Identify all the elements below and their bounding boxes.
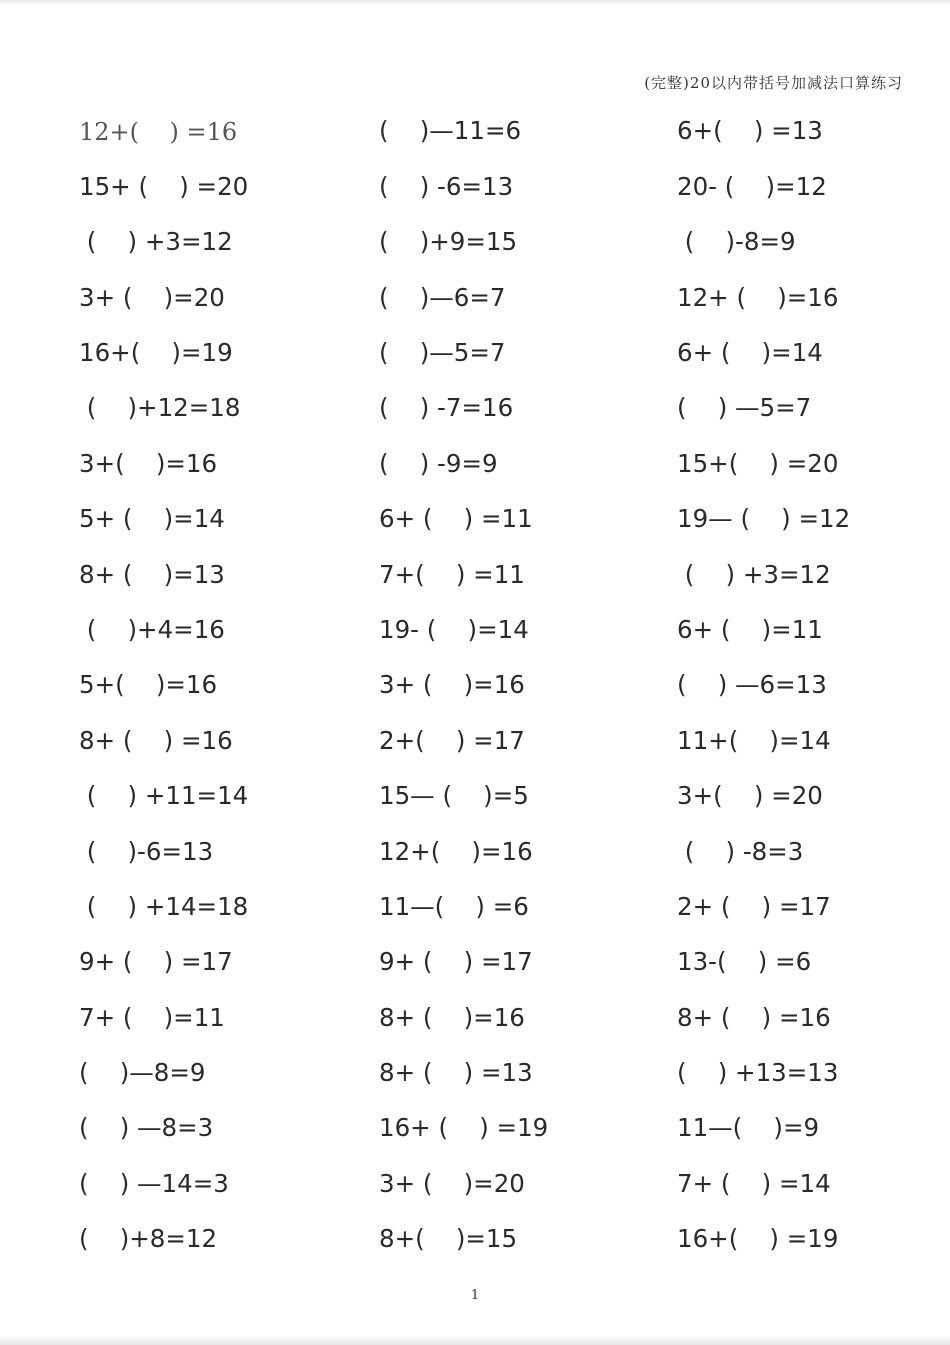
exercise-problem: ( ) —8=3 [79,1113,214,1143]
exercise-problem: 6+ ( )=11 [677,614,823,644]
exercise-row [79,326,919,381]
exercise-problem: ( ) -6=13 [379,171,514,201]
exercise-problem: 12+( ) =16 [79,117,238,146]
exercise-problem: ( ) —14=3 [79,1168,229,1198]
exercise-row [79,879,919,934]
exercise-row [79,1212,919,1267]
exercise-problem: 5+( )=16 [79,670,218,700]
exercise-problem: ( ) -8=3 [677,836,804,866]
exercise-row [79,1156,919,1211]
exercise-row [79,713,919,768]
exercise-problem: 7+ ( )=11 [79,1002,225,1032]
exercise-problem: 15— ( )=5 [379,781,529,811]
exercise-problem: ( ) +13=13 [677,1058,839,1088]
exercise-problem: 12+ ( )=16 [677,282,839,312]
exercise-problem: 6+ ( )=14 [677,338,823,367]
exercise-problem: ( ) —6=13 [677,670,827,700]
exercise-problem: ( )—11=6 [379,116,522,146]
exercise-problem: 3+ ( )=20 [79,282,225,312]
exercise-problem: ( )+12=18 [79,393,241,423]
exercise-row [79,547,919,602]
exercise-problem: 3+( ) =20 [677,781,823,811]
exercise-problem: ( )+4=16 [79,614,225,644]
exercise-problem: 5+ ( )=14 [79,504,225,534]
exercise-problem: 8+ ( ) =16 [79,725,233,755]
exercise-problem: 2+ ( ) =17 [677,891,831,921]
exercise-problem: 9+ ( ) =17 [79,947,233,977]
exercise-problem: ( ) +11=14 [79,781,249,811]
exercise-problem: 8+ ( ) =16 [677,1002,831,1032]
exercise-row [79,270,919,325]
exercise-problem: ( )-8=9 [677,227,796,257]
exercise-problem: 11—( ) =6 [379,891,529,921]
exercise-problem: 3+( )=16 [79,448,218,478]
exercise-problem: 16+( )=19 [79,338,233,367]
exercise-problem: 7+ ( ) =14 [677,1168,831,1198]
exercise-row [79,603,919,658]
exercise-row [79,824,919,879]
exercise-problem: 13-( ) =6 [677,947,812,977]
exercise-problem: 7+( ) =11 [379,559,525,589]
exercise-row [79,104,919,159]
exercise-problem: ( ) —5=7 [677,393,812,423]
exercise-problem: 16+ ( ) =19 [379,1113,549,1143]
exercise-row [79,935,919,990]
exercise-problem: 11—( )=9 [677,1113,820,1143]
exercise-problem: 19- ( )=14 [379,614,529,644]
exercise-problem: 2+( ) =17 [379,725,525,755]
exercise-problem: ( )+8=12 [79,1224,218,1254]
page-number: 1 [470,1288,480,1303]
exercise-row [79,658,919,713]
exercise-problem: 8+( )=15 [379,1224,518,1254]
exercise-row [79,769,919,824]
exercise-problem: 11+( )=14 [677,725,831,755]
exercise-row [79,1046,919,1101]
scan-bottom-edge [0,1335,950,1345]
exercise-problem: 20- ( )=12 [677,171,827,201]
exercise-problem: ( )-6=13 [79,836,214,866]
exercise-problem: 3+ ( )=20 [379,1168,525,1198]
exercise-problem: ( )—8=9 [79,1058,206,1088]
exercise-row [79,159,919,214]
scan-top-edge [0,0,950,6]
exercise-problem: 15+( ) =20 [677,448,839,478]
exercise-problem: 15+ ( ) =20 [79,171,249,201]
exercise-problem: ( )—5=7 [379,338,506,367]
exercise-row [79,436,919,491]
exercise-grid [79,104,919,1267]
exercise-problem: 6+ ( ) =11 [379,504,533,534]
exercise-problem: 12+( )=16 [379,836,533,866]
exercise-row [79,990,919,1045]
exercise-problem: 3+ ( )=16 [379,670,525,700]
exercise-problem: 19— ( ) =12 [677,504,851,534]
exercise-problem: 9+ ( ) =17 [379,947,533,977]
exercise-problem: 6+( ) =13 [677,116,823,146]
exercise-problem: ( ) +14=18 [79,891,249,921]
exercise-problem: 8+ ( )=16 [379,1002,525,1032]
exercise-row [79,381,919,436]
exercise-problem: 8+ ( ) =13 [379,1058,533,1088]
page-header-title: (完整)20以内带括号加减法口算练习 [644,74,903,92]
exercise-problem: ( ) -7=16 [379,393,514,423]
exercise-problem: ( )—6=7 [379,282,506,312]
exercise-problem: 8+ ( )=13 [79,559,225,589]
exercise-row [79,492,919,547]
exercise-problem: ( ) +3=12 [79,227,233,257]
exercise-problem: ( ) +3=12 [677,559,831,589]
exercise-problem: 16+( ) =19 [677,1224,839,1254]
exercise-row [79,1101,919,1156]
exercise-problem: ( ) -9=9 [379,448,498,478]
exercise-row [79,215,919,270]
exercise-problem: ( )+9=15 [379,227,518,257]
